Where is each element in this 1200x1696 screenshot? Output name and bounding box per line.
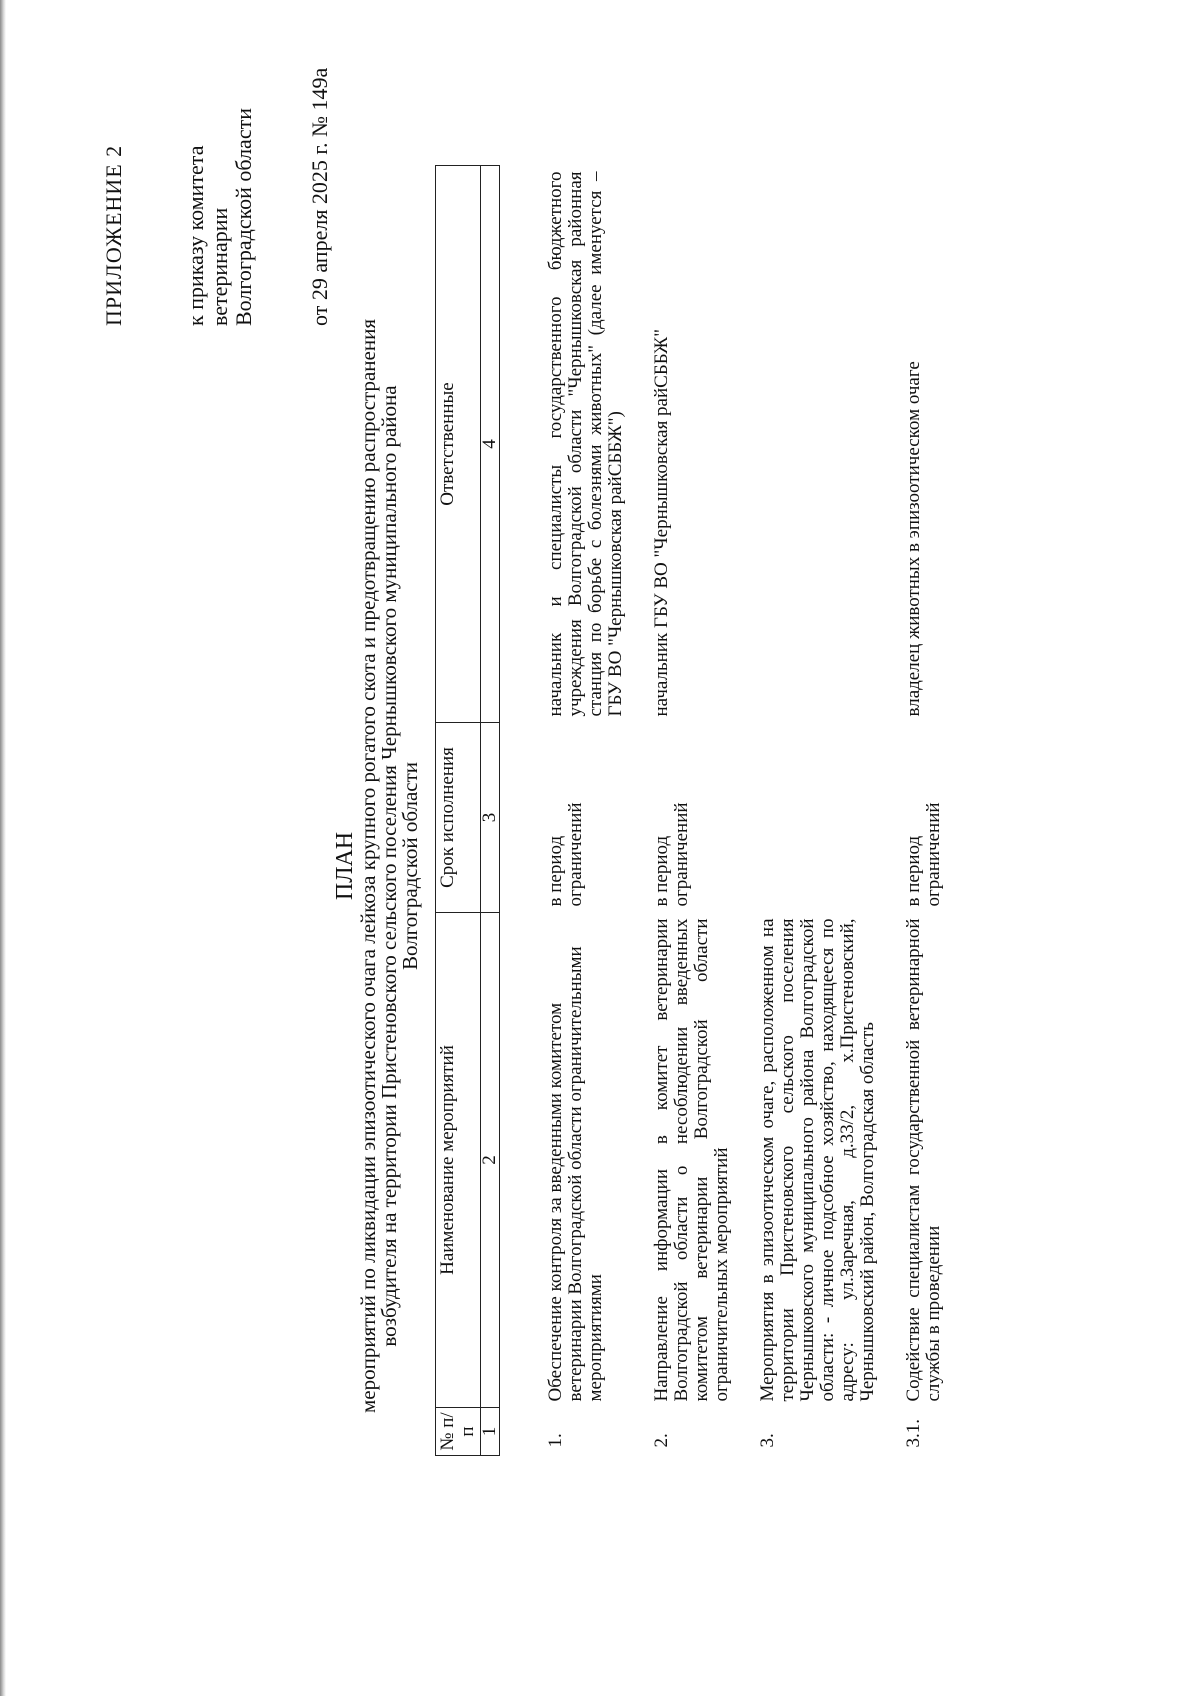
appendix-title: ПРИЛОЖЕНИЕ 2: [101, 144, 126, 326]
rotated-page: [20, 16, 1170, 1676]
appendix-line-1: к приказу комитета ветеринарии: [183, 145, 232, 326]
plan-table: [435, 165, 970, 1456]
row-responsible: владелец животных в эпизоотическом очаге: [903, 361, 924, 717]
row-number: 3.: [757, 1433, 778, 1448]
row-term: в период ограничений: [903, 802, 944, 907]
row-responsible: начальник ГБУ ВО "Чернышковская райСББЖ": [651, 329, 672, 717]
header-name: Наименование мероприятий: [436, 913, 481, 1408]
header-resp: Ответственные: [436, 166, 481, 723]
header-term: Срок исполнения: [436, 723, 481, 913]
appendix-block: [102, 26, 332, 326]
row-number: 3.1.: [903, 1419, 924, 1448]
header-col-number: 2: [481, 913, 500, 1408]
row-name: Обеспечение контроля за введенными комитетом ветеринарии Волгоградской области ограничительными мероприятиями: [545, 946, 606, 1402]
row-responsible: [758, 166, 904, 723]
appendix-line-2: Волгоградской области: [231, 108, 256, 326]
row-name: Мероприятия в эпизоотическом очаге, расположенном на территории Пристеновского сельского поселения Чернышковского муниципального района Волгоградской области: - личное подсобное хозяйство, находящееся по адресу: ул.Заречная, д.33/2, х.Пристеновский, Чернышковский район, Волгоградская область: [757, 918, 878, 1402]
row-term: в период ограничений: [651, 802, 692, 907]
plan-subtitle-line-1: мероприятий по ликвидации эпизоотического очага лейкоза крупного рогатого скота и предотвращению распространения: [356, 319, 380, 1413]
plan-title: ПЛАН: [332, 831, 358, 901]
row-name: Содействие специалистам государственной ветеринарной службы в проведении: [903, 918, 944, 1402]
table-header-row: [436, 166, 481, 1456]
plan-subtitle-line-3: Волгоградской области: [398, 761, 422, 971]
header-col-number: 4: [481, 166, 500, 723]
table-row: [904, 166, 970, 1456]
appendix-date: от 29 апреля 2025 г. № 149а: [307, 67, 332, 326]
header-num: № п/п: [436, 1408, 481, 1456]
plan-subtitle-line-2: возбудителя на территории Пристеновского сельского поселения Чернышковского муниципального района: [377, 385, 401, 1347]
row-number: 2.: [651, 1433, 672, 1448]
table-row: [500, 166, 653, 1456]
table-row: [652, 166, 758, 1456]
header-col-number: 1: [481, 1408, 500, 1456]
plan-heading: [332, 176, 421, 1556]
scan-edge-shadow: [0, 0, 6, 1696]
row-name: Направление информации в комитет ветеринарии Волгоградской области о несоблюдении введенных комитетом ветеринарии Волгоградской области ограничительных мероприятий: [651, 918, 732, 1402]
header-col-number: 3: [481, 723, 500, 913]
row-responsible: начальник и специалисты государственного бюджетного учреждения Волгоградской области "Чернышковская районная станция по борьбе с болезнями животных" (далее именуется – ГБУ ВО "Чернышковская райСББЖ"): [545, 171, 626, 717]
row-term: [758, 723, 904, 913]
table-row: [758, 166, 904, 1456]
row-number: 1.: [545, 1433, 566, 1448]
row-term: в период ограничений: [545, 802, 586, 907]
table-header-numbers-row: [481, 166, 500, 1456]
